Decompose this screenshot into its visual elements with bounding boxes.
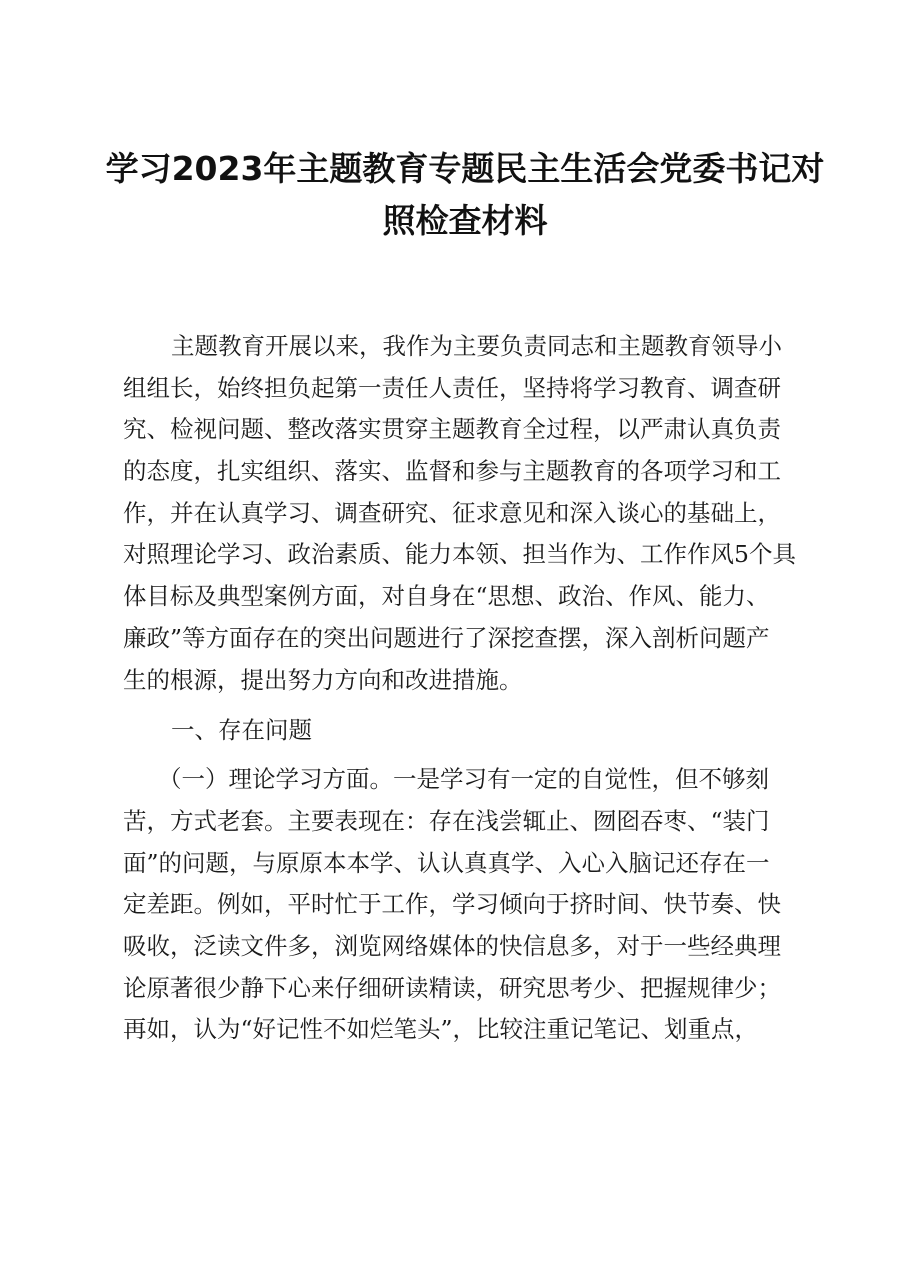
paragraph-line: 作，并在认真学习、调查研究、征求意见和深入谈心的基础上，: [123, 498, 781, 527]
paragraph-line: 体目标及典型案例方面，对自身在“思想、政治、作风、能力、: [123, 582, 770, 611]
title-line-2: 照检查材料: [382, 201, 548, 240]
paragraph-line: 对照理论学习、政治素质、能力本领、担当作为、工作作风5个具: [123, 540, 796, 569]
paragraph-line: 的态度，扎实组织、落实、监督和参与主题教育的各项学习和工: [123, 457, 781, 486]
paragraph-line: （一）理论学习方面。一是学习有一定的自觉性，但不够刻: [158, 765, 769, 794]
paragraph-line: 论原著很少静下心来仔细研读精读，研究思考少、把握规律少；: [123, 973, 781, 1002]
paragraph-line: 究、检视问题、整改落实贯穿主题教育全过程，以严肃认真负责: [123, 415, 781, 444]
document-body: [123, 326, 823, 1051]
section-heading: 一、存在问题: [171, 716, 312, 745]
paragraph-line: 苦，方式老套。主要表现在：存在浅尝辄止、囫囵吞枣、“装门: [123, 806, 770, 835]
paragraph-line: 主题教育开展以来，我作为主要负责同志和主题教育领导小: [171, 332, 782, 360]
document-title: [100, 143, 830, 247]
title-line-1: 学习2023年主题教育专题民主生活会党委书记对: [105, 149, 825, 188]
paragraph-line: 廉政”等方面存在的突出问题进行了深挖查摆，深入剖析问题产: [123, 623, 770, 652]
paragraph-line: 吸收，泛读文件多，浏览网络媒体的快信息多，对于一些经典理: [123, 931, 781, 960]
paragraph-line: 面”的问题，与原原本本学、认认真真学、入心入脑记还存在一: [123, 848, 770, 877]
paragraph-line: 组组长，始终担负起第一责任人责任，坚持将学习教育、调查研: [123, 373, 781, 402]
paragraph-line: 定差距。例如，平时忙于工作，学习倾向于挤时间、快节奏、快: [123, 890, 781, 919]
paragraph-line: 再如，认为“好记性不如烂笔头”，比较注重记笔记、划重点，: [123, 1015, 759, 1044]
paragraph-line: 生的根源，提出努力方向和改进措施。: [123, 665, 523, 694]
